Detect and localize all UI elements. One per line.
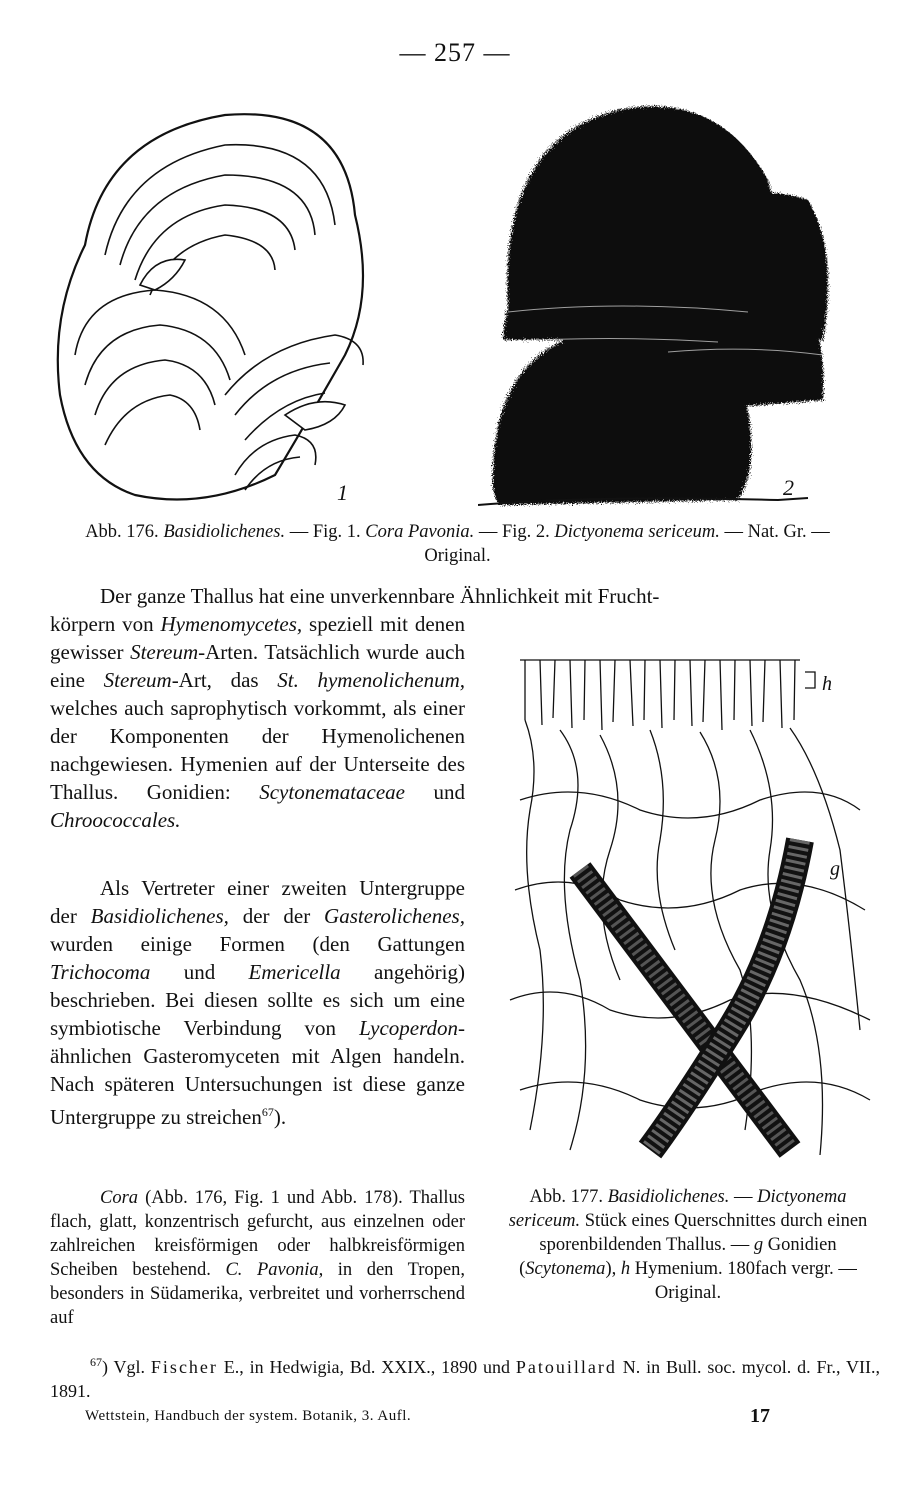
dictyonema-drawing [478,80,838,520]
cap176-prefix: Abb. 176. [85,522,164,542]
page-number: — 257 — [399,38,511,67]
cap176-species1: Cora Pavonia. [365,522,475,542]
p2-d: Gasterolichenes, [324,904,465,928]
running-footer: Wettstein, Handbuch der system. Botanik, 3. Aufl. [85,1408,412,1424]
gonidia-filaments [580,840,800,1150]
cora-description [50,1186,465,1330]
cap177-species: Dictyonema sericeum. [508,1187,847,1231]
cap176-mid1: — Fig. 1. [285,522,366,542]
p2-f: Trichocoma [50,960,151,984]
p2-e: wurden einige Formen (den Gattungen [50,932,465,956]
cap177-taxon: Basidiolichenes. [607,1187,730,1207]
label-h: h [822,673,832,695]
fn-b: E., in Hedwigia, Bd. XXIX., 1890 und [217,1357,516,1377]
p1-l: Chroococcales. [50,808,181,832]
cap176-mid2: — Fig. 2. [474,522,555,542]
cap176-species2: Dictyonema sericeum. [554,522,720,542]
p2-c: der der [228,904,325,928]
small-d: in den Tropen, besonders in Südamerika, verbreitet und vorherrschend auf [50,1260,465,1328]
p2-b: Basidiolichenes, [90,904,229,928]
cap177-d: Hymenium. 180fach vergr. — Original. [630,1259,857,1303]
fn-author2: Patouillard [515,1357,617,1377]
cap176-tail: — Nat. Gr. — Original. [424,522,830,566]
figure-177-caption [492,1185,884,1305]
cap177-dash: — [729,1187,758,1207]
cap177-prefix: Abb. 177. [529,1187,608,1207]
p2-g: und [150,960,249,984]
p2-a: Als Vertreter einer zweiten Untergruppe der [50,876,465,928]
fig2-label: 2 [783,475,794,500]
small-a: Cora [100,1188,139,1208]
p2-j: Lycoperdon [359,1016,458,1040]
paragraph-2 [50,874,465,1131]
p1-e: -Arten. Tatsächlich wurde auch eine [50,640,466,692]
figure-176-fig1-image [45,95,395,515]
p2-h: Emericella [248,960,341,984]
p1-j: Scytonemataceae [259,780,405,804]
cap177-b: Gonidien ( [519,1235,837,1279]
p1-g: -Art, das [171,668,278,692]
p1-k: und [405,780,465,804]
p2-i: angehörig) beschrieben. Bei diesen sollte es sich um eine symbiotische Verbindung von [50,960,465,1040]
fn-a: ) Vgl. [102,1357,151,1377]
sheet-number: 17 [750,1405,770,1427]
figure-177-image [500,650,880,1165]
label-g: g [830,858,840,880]
cap177-g: g [753,1235,764,1255]
cap177-c: ), [605,1259,621,1279]
p1-c: speziell mit denen gewisser [50,612,465,664]
fn-author1: Fischer [150,1357,218,1377]
paragraph-1 [50,610,465,834]
fig1-label: 1 [337,480,348,505]
footnote-67 [50,1350,880,1403]
dictyonema-cross-section-drawing [500,650,880,1165]
small-b: (Abb. 176, Fig. 1 und Abb. 178). Thallus flach, glatt, konzentrisch gefurcht, aus einzelnen oder zahlreichen kreisförmigen oder halbkreisförmigen Scheiben bestehend. [50,1188,465,1280]
figure-176-caption [50,520,865,568]
fn-c: N. in Bull. soc. mycol. d. Fr., VII., 1891. [50,1357,880,1401]
small-c: C. Pavonia, [225,1260,324,1280]
p1-a: körpern von [50,612,161,636]
cap177-scyto: Scytonema [525,1259,606,1279]
footnote-ref: 67 [261,1105,274,1119]
cap177-a: Stück eines Querschnittes durch einen sporenbildenden Thallus. — [539,1211,868,1255]
paragraph-1-first-line: Der ganze Thallus hat eine unverkennbare Ähnlichkeit mit Frucht- [100,584,660,608]
cap176-taxon: Basidiolichenes. [163,522,286,542]
p1-h: St. hymenolichenum, [277,668,466,692]
footnote-mark: 67 [90,1355,102,1369]
p2-end: ). [273,1105,287,1129]
p1-i: welches auch saprophytisch vorkommt, als einer der Komponenten der Hymenolichenen nachgewiesen. Hymenien auf der Unterseite des Thallus. Gonidien: [50,696,465,804]
p1-b: Hymenomycetes, [160,612,303,636]
p1-d: Stereum [130,640,199,664]
cora-pavonia-drawing [45,95,395,515]
p2-k: -ähnlichen Gasteromyceten mit Algen handeln. Nach späteren Untersuchungen ist diese ganze Untergruppe zu streichen [50,1016,465,1129]
figure-176-fig2-image [478,80,838,520]
cap177-h: h [620,1259,631,1279]
p1-f: Stereum [103,668,172,692]
